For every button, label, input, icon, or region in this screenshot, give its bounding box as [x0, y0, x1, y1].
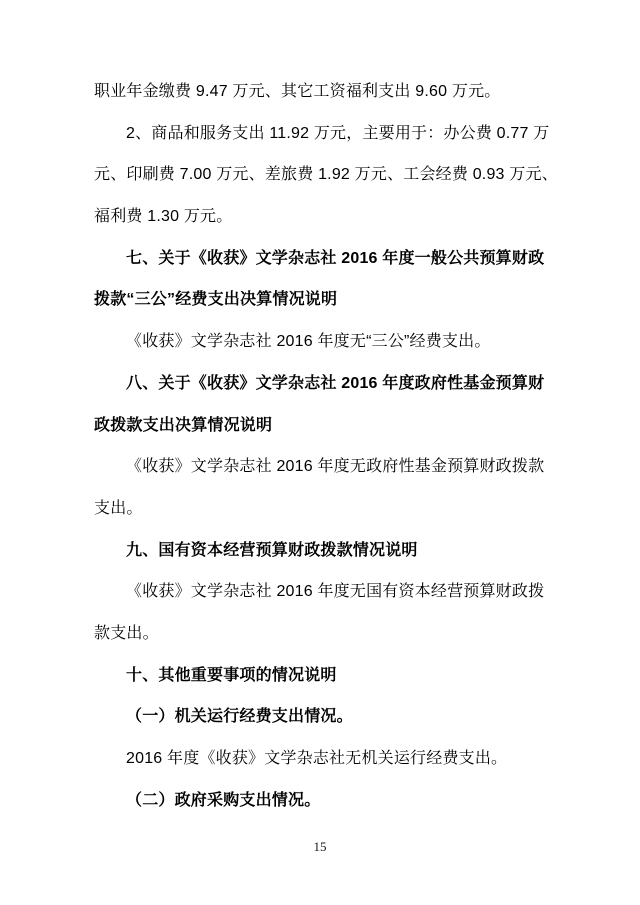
- body-text-line: 支出。: [94, 499, 143, 517]
- body-text-line: 《收获》文学杂志社 2016 年度无政府性基金预算财政拨款: [126, 458, 545, 476]
- body-text-line: 《收获》文学杂志社 2016 年度无国有资本经营预算财政拨: [126, 583, 545, 601]
- body-text-line: 元、印刷费 7.00 万元、差旅费 1.92 万元、工会经费 0.93 万元、: [94, 166, 558, 184]
- page-number: 15: [313, 839, 327, 854]
- document-body: [94, 71, 558, 821]
- body-text-line: 《收获》文学杂志社 2016 年度无“三公”经费支出。: [126, 333, 491, 351]
- section-heading-line: 十、其他重要事项的情况说明: [126, 666, 337, 684]
- section-heading-line: 七、关于《收获》文学杂志社 2016 年度一般公共预算财政: [126, 249, 545, 267]
- body-text-line: 款支出。: [94, 624, 159, 642]
- body-text-line: 职业年金缴费 9.47 万元、其它工资福利支出 9.60 万元。: [94, 83, 501, 100]
- body-text-line: 2、商品和服务支出 11.92 万元，主要用于：办公费 0.77 万: [126, 124, 550, 142]
- body-text-line: 福利费 1.30 万元。: [94, 208, 233, 226]
- page-footer: [0, 838, 640, 856]
- section-heading-line: 政拨款支出决算情况说明: [94, 416, 273, 434]
- section-heading-line: 八、关于《收获》文学杂志社 2016 年度政府性基金预算财: [126, 374, 545, 392]
- section-heading-line: 九、国有资本经营预算财政拨款情况说明: [126, 541, 418, 559]
- body-text-line: 2016 年度《收获》文学杂志社无机关运行经费支出。: [126, 750, 508, 767]
- subsection-heading-line: （一）机关运行经费支出情况。: [126, 708, 353, 726]
- section-heading-line: 拨款“三公”经费支出决算情况说明: [94, 291, 338, 309]
- subsection-heading-line: （二）政府采购支出情况。: [126, 791, 321, 809]
